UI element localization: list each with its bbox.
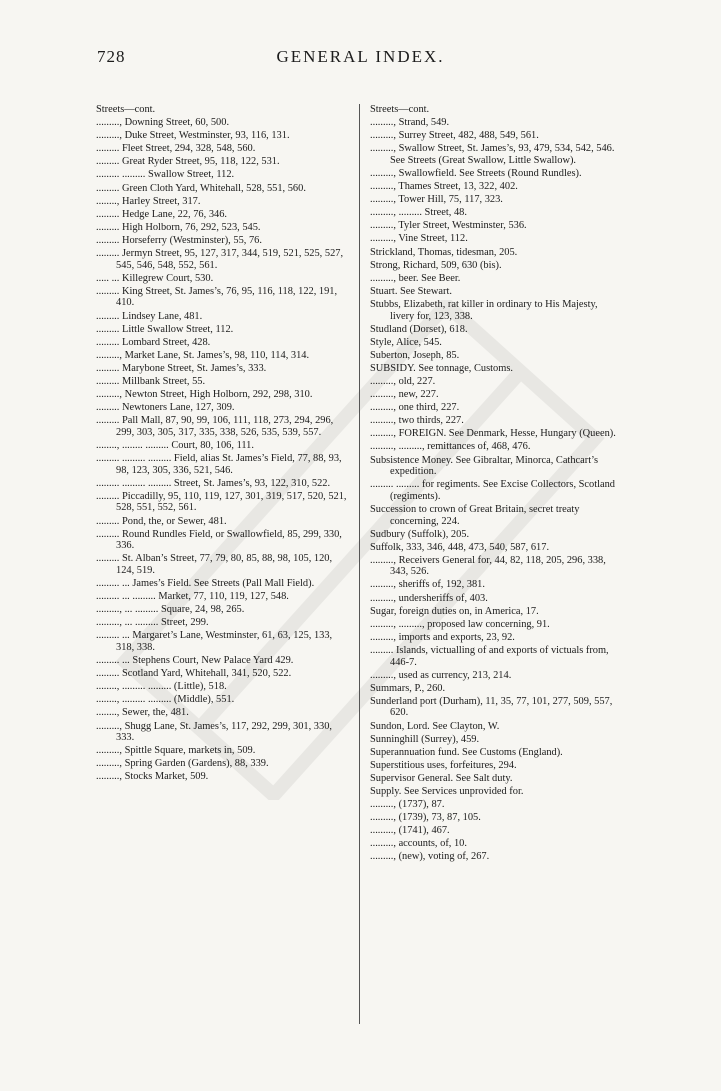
index-entry: ......... Great Ryder Street, 95, 118, 122, 531. <box>96 156 280 168</box>
index-entry: Subsistence Money. See Gibraltar, Minorca, Cathcart’s expedition. <box>370 454 599 478</box>
index-entry: ........., Tyler Street, Westminster, 536. <box>370 220 527 232</box>
index-entry: ........., Duke Street, Westminster, 93, 116, 131. <box>96 130 290 142</box>
index-entry: ........., (new), voting of, 267. <box>370 851 490 863</box>
index-entry: ........., used as currency, 213, 214. <box>370 669 512 681</box>
index-entry: ........, ......... ......... (Little), 518. <box>96 681 227 693</box>
index-entry: ......... ... James’s Field. See Streets (Pall Mall Field). <box>96 577 315 589</box>
index-entry: ........., undersheriffs of, 403. <box>370 592 488 604</box>
index-entry: ........., new, 227. <box>370 389 439 401</box>
column-heading: Streets—cont. <box>370 104 430 115</box>
index-entry: ........., Vine Street, 112. <box>370 233 468 245</box>
index-entry: ........., ........., proposed law concerning, 91. <box>370 618 550 630</box>
index-entry: ........., Swallowfield. See Streets (Round Rundles). <box>370 167 582 179</box>
index-entry: ........., (1737), 87. <box>370 799 445 811</box>
index-entry: Stubbs, Elizabeth, rat killer in ordinary to His Majesty, livery for, 123, 338. <box>370 298 598 322</box>
index-entry: ......... Hedge Lane, 22, 76, 346. <box>96 208 228 220</box>
index-entry: Sundon, Lord. See Clayton, W. <box>370 720 500 732</box>
index-entry: Sudbury (Suffolk), 205. <box>370 528 470 540</box>
index-entry: ......... ... Stephens Court, New Palace Yard 429. <box>96 655 294 667</box>
index-entry: ........., Swallow Street, St. James’s, 93, 479, 534, 542, 546. See Streets (Great Swallow, Little Swallow). <box>370 143 615 166</box>
index-entry: ......... High Holborn, 76, 292, 523, 545. <box>96 221 261 233</box>
index-entry: ........., ........., remittances of, 468, 476. <box>370 441 531 453</box>
index-entry: Sunninghill (Surrey), 459. <box>370 733 480 745</box>
index-entry: ........, Harley Street, 317. <box>96 195 201 207</box>
index-entry: ......... Fleet Street, 294, 328, 548, 560. <box>96 143 256 155</box>
index-entry: ........., Receivers General for, 44, 82, 118, 205, 296, 338, 343, 526. <box>370 554 606 578</box>
index-entry: ......... St. Alban’s Street, 77, 79, 80, 85, 88, 98, 105, 120, 124, 519. <box>96 553 333 576</box>
page-header <box>0 45 721 75</box>
index-entry: ......... Marybone Street, St. James’s, 333. <box>96 362 267 374</box>
index-entry: ......... Scotland Yard, Whitehall, 341, 520, 522. <box>96 668 292 680</box>
index-entry: ........., Strand, 549. <box>370 117 450 129</box>
index-entry: ......... ... Margaret’s Lane, Westminster, 61, 63, 125, 133, 318, 338. <box>96 630 333 653</box>
index-entry: ........., accounts, of, 10. <box>370 838 467 850</box>
index-entry: Suffolk, 333, 346, 448, 473, 540, 587, 617. <box>370 541 550 553</box>
index-entry: Studland (Dorset), 618. <box>370 323 468 335</box>
index-entry: ........., Downing Street, 60, 500. <box>96 117 230 129</box>
index-entry: ..... ... Killegrew Court, 530. <box>96 272 214 284</box>
index-entry: Strong, Richard, 509, 630 (bis). <box>370 259 502 271</box>
index-entry: ........., Tower Hill, 75, 117, 323. <box>370 194 503 206</box>
index-entry: ......... Newtoners Lane, 127, 309. <box>96 402 235 414</box>
index-entry: ......... Green Cloth Yard, Whitehall, 528, 551, 560. <box>96 182 306 194</box>
index-entry: ......... Jermyn Street, 95, 127, 317, 344, 519, 521, 525, 527, 545, 546, 548, 552, 561. <box>96 248 344 271</box>
index-entry: Succession to crown of Great Britain, secret treaty concerning, 224. <box>370 503 580 527</box>
index-entry: ........., old, 227. <box>370 375 436 387</box>
index-entry: Superannuation fund. See Customs (England). <box>370 746 563 758</box>
index-entry: Strickland, Thomas, tidesman, 205. <box>370 246 518 258</box>
left-column <box>96 104 350 784</box>
index-entry: ........, Sewer, the, 481. <box>96 707 189 719</box>
running-title: GENERAL INDEX. <box>276 47 445 66</box>
index-entry: Stuart. See Stewart. <box>370 285 452 297</box>
index-entry: ........., two thirds, 227. <box>370 415 464 427</box>
index-entry: ......... Pall Mall, 87, 90, 99, 106, 111, 118, 273, 294, 296, 299, 303, 305, 317, 335, 338, 526, 535, 539, 557. <box>96 415 334 438</box>
index-entry: ........, ......... ......... (Middle), 551. <box>96 694 235 706</box>
index-entry: ......... Pond, the, or Sewer, 481. <box>96 515 227 527</box>
index-entry: ........., Spittle Square, markets in, 509. <box>96 745 256 757</box>
index-entry: Sunderland port (Durham), 11, 35, 77, 101, 277, 509, 557, 620. <box>370 695 613 719</box>
index-entry: ........., ... ......... Square, 24, 98, 265. <box>96 604 245 616</box>
index-entry: ......... ......... Swallow Street, 112. <box>96 169 235 181</box>
index-entry: ........., ......... Street, 48. <box>370 207 467 219</box>
index-entry: ........., Market Lane, St. James’s, 98, 110, 114, 314. <box>96 349 310 361</box>
index-entry: Supply. See Services unprovided for. <box>370 785 524 797</box>
index-entry: ........., Shugg Lane, St. James’s, 117, 292, 299, 301, 330, 333. <box>96 720 332 744</box>
index-entry: Sugar, foreign duties on, in America, 17. <box>370 605 539 617</box>
index-entry: Suberton, Joseph, 85. <box>370 349 460 361</box>
index-entry: ......... Little Swallow Street, 112. <box>96 323 234 335</box>
index-entry: ......... ... ......... Market, 77, 110, 119, 127, 548. <box>96 591 289 603</box>
index-entry: ........., Thames Street, 13, 322, 402. <box>370 181 518 193</box>
index-entry: ......... ......... for regiments. See Excise Collectors, Scotland (regiments). <box>370 479 615 502</box>
index-entry: ......... King Street, St. James’s, 76, 95, 116, 118, 122, 191, 410. <box>96 285 338 309</box>
index-entry: ........., one third, 227. <box>370 402 460 414</box>
index-entry: ......... ......... ......... Field, alias St. James’s Field, 77, 88, 93, 98, 123, 305, 336, 521, 546. <box>96 453 342 476</box>
index-entry: ........., (1739), 73, 87, 105. <box>370 812 481 824</box>
column-heading: Streets—cont. <box>96 104 156 115</box>
index-entry: ......... Piccadilly, 95, 110, 119, 127, 301, 319, 517, 520, 521, 528, 551, 552, 561. <box>96 490 347 514</box>
index-entry: ........, ........ ......... Court, 80, 106, 111. <box>96 439 254 451</box>
index-entry: ......... Lindsey Lane, 481. <box>96 310 203 322</box>
index-entry: ........., Stocks Market, 509. <box>96 771 209 783</box>
index-entry: Summars, P., 260. <box>370 682 446 694</box>
index-entry: ......... ......... ......... Street, St. James’s, 93, 122, 310, 522. <box>96 477 331 489</box>
index-entry: ........., Newton Street, High Holborn, 292, 298, 310. <box>96 389 313 401</box>
index-entry: ......... Islands, victualling of and exports of victuals from, 446-7. <box>370 644 609 668</box>
index-entry: ........., ... ......... Street, 299. <box>96 617 209 629</box>
column-divider <box>359 104 360 1024</box>
index-entry: ........., beer. See Beer. <box>370 272 461 284</box>
index-entry: ........., Spring Garden (Gardens), 88, 339. <box>96 758 269 770</box>
index-entry: Style, Alice, 545. <box>370 336 442 348</box>
index-entry: ......... Lombard Street, 428. <box>96 336 211 348</box>
index-entry: SUBSIDY. See tonnage, Customs. <box>370 362 513 374</box>
index-entry: ........., FOREIGN. See Denmark, Hesse, Hungary (Queen). <box>370 428 616 440</box>
index-entry: ........., Surrey Street, 482, 488, 549, 561. <box>370 130 539 142</box>
index-entry: ......... Millbank Street, 55. <box>96 375 206 387</box>
index-entry: Supervisor General. See Salt duty. <box>370 772 513 784</box>
index-entry: ........., imports and exports, 23, 92. <box>370 631 515 643</box>
right-column <box>370 104 623 865</box>
index-entry: ......... Round Rundles Field, or Swallowfield, 85, 299, 330, 336. <box>96 528 342 552</box>
index-entry: ........., (1741), 467. <box>370 825 450 837</box>
index-entry: ........., sheriffs of, 192, 381. <box>370 579 485 591</box>
index-entry: ......... Horseferry (Westminster), 55, 76. <box>96 234 262 246</box>
page-number: 728 <box>97 47 126 66</box>
index-entry: Superstitious uses, forfeitures, 294. <box>370 759 517 771</box>
